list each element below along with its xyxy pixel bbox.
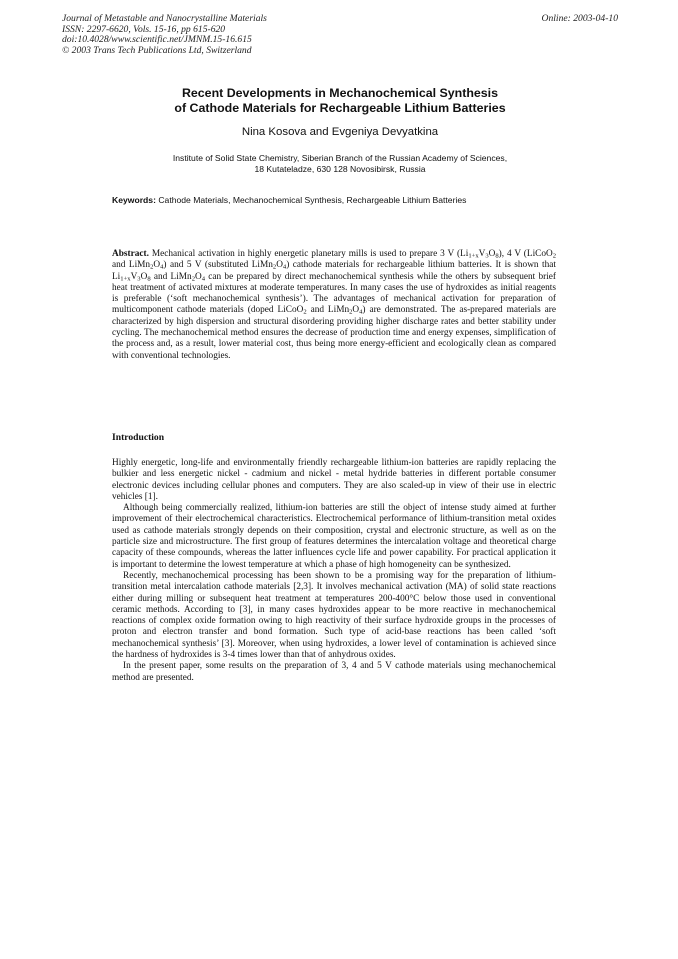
abstract (112, 249, 556, 362)
introduction-body (112, 458, 556, 684)
intro-paragraph-1: Highly energetic, long-life and environmentally friendly rechargeable lithium-ion batteries are rapidly replacing the bulkier and less energetic nickel - cadmium and nickel - metal hydride batteries in different portable consumer electronic devices including cellular phones and computers. They are also scaled-up in view of their use in electric vehicles [1]. (112, 458, 556, 502)
abstract-text: Mechanical activation in highly energetic planetary mills is used to prepare 3 V (Li (151, 249, 469, 259)
abstract-subscript: 2 (349, 309, 353, 317)
abstract-subscript: 4 (282, 263, 287, 271)
keywords (112, 195, 562, 205)
affiliation (62, 153, 618, 176)
paper-title (62, 86, 618, 116)
abstract-text: O (153, 260, 161, 271)
abstract-text: O (276, 260, 283, 271)
journal-copyright: © 2003 Trans Tech Publications Ltd, Switzerland (62, 44, 252, 56)
abstract-subscript: 4 (359, 309, 363, 317)
abstract-subscript: 4 (201, 275, 206, 283)
abstract-text: ), 4 V (LiCoO (498, 249, 553, 259)
journal-name: Journal of Metastable and Nanocrystalline Materials (62, 13, 267, 24)
section-heading-introduction: Introduction (112, 432, 165, 443)
abstract-subscript: 8 (495, 252, 499, 260)
abstract-subscript: 2 (191, 275, 196, 283)
abstract-subscript: 3 (137, 275, 141, 283)
journal-issn: ISSN: 2297-6620, Vols. 15-16, pp 615-620 (62, 23, 226, 35)
abstract-text: O (352, 305, 360, 316)
abstract-text: can be prepared by direct mechanochemical synthesis while the others by subsequent brief heat treatment of activated mixtures at moderate temperatures. In many cases the use of hydroxides as initial reagents is preferable (‘soft mechanochemical synthesis’). The advantages of mechanical activation for preparation of multicomponent cathode materials (doped LiCoO (112, 271, 557, 316)
affiliation-line-2: 18 Kutateladze, 630 128 Novosibirsk, Russia (254, 164, 426, 175)
abstract-subscript: 1+x (120, 275, 131, 283)
online-date: Online: 2003-04-10 (541, 13, 618, 24)
abstract-subscript: 4 (160, 263, 164, 271)
abstract-text: and LiMn (306, 305, 350, 316)
abstract-subscript: 2 (150, 263, 154, 271)
abstract-subscript: 2 (552, 252, 557, 260)
abstract-text: V (478, 249, 486, 259)
title-line-1: Recent Developments in Mechanochemical Synthesis (181, 86, 499, 100)
keywords-text: Cathode Materials, Mechanochemical Synthesis, Rechargeable Lithium Batteries (158, 195, 467, 205)
abstract-paragraph (112, 249, 556, 362)
abstract-label: Abstract. (112, 249, 149, 259)
intro-paragraph-3: Recently, mechanochemical processing has been shown to be a promising way for the preparation of lithium-transition metal intercalation cathode materials [2,3]. It involves mechanical activation (MA) of solid state reactions either during milling or subsequent heat treatment at temperatures 200-400°C below those used in conventional ceramic methods. According to [3], in many cases hydroxides appear to be more reactive in mechanochemical reactions of complex oxide formation owing to high reactivity of their surface hydroxide groups in the processes of proton and electron transfer and bond formation. Such type of acid-base reactions has been called ‘soft mechanochemical synthesis’ [3]. Moreover, when using hydroxides, a lower level of contamination is achieved since the hardness of hydroxides is 3-4 times lower than that of anhydrous oxides. (112, 570, 556, 661)
abstract-text: ) cathode materials for rechargeable lithium batteries. It is shown that Li (112, 260, 556, 282)
abstract-subscript: 8 (147, 275, 151, 283)
abstract-subscript: 3 (485, 252, 489, 260)
abstract-text: O (488, 249, 496, 259)
affiliation-line-1: Institute of Solid State Chemistry, Siberian Branch of the Russian Academy of Sciences, (172, 153, 508, 163)
journal-doi: doi:10.4028/www.scientific.net/JMNM.15-16.615 (62, 34, 252, 46)
intro-paragraph-2: Although being commercially realized, lithium-ion batteries are still the object of intense study aimed at further improvement of their electrochemical characteristics. Electrochemical performance of lithium-transition metal oxides used as cathode materials strongly depends on their composition, crystal and electronic structure, as well as on the particle size and microstructure. The first group of features determines the intercalation voltage and theoretical charge capacity of these compounds, whereas the latter influences cycle life and power capability. For practical application it is important to determine the lowest temperature at which a phase of high homogeneity can be synthesized. (112, 503, 556, 570)
intro-paragraph-4: In the present paper, some results on the preparation of 3, 4 and 5 V cathode materials using mechanochemical method are presented. (112, 661, 556, 683)
abstract-text: O (195, 271, 202, 282)
abstract-text: O (140, 271, 148, 282)
abstract-text: ) are demonstrated. The as-prepared materials are characterized by high dispersion and structural disordering providing higher discharge rates and better stability under cycling. The mechanochemical method ensures the decrease of production time and energy expenses, simplification of the process and, as a result, lower material cost, thus being more energy-efficient and ecologically clean as compared with conventional technologies. (112, 305, 556, 361)
abstract-subscript: 2 (272, 263, 277, 271)
authors: Nina Kosova and Evgeniya Devyatkina (241, 126, 439, 138)
abstract-subscript: 2 (303, 309, 307, 317)
abstract-text: ) and 5 V (substituted LiMn (163, 260, 273, 271)
abstract-text: and LiMn (150, 271, 192, 282)
title-line-2: of Cathode Materials for Rechargeable Lithium Batteries (174, 101, 506, 115)
abstract-text: V (130, 271, 138, 282)
keywords-label: Keywords: (112, 195, 156, 205)
journal-header (62, 14, 618, 56)
abstract-text: and LiMn (112, 260, 151, 271)
abstract-subscript: 1+x (468, 252, 479, 260)
